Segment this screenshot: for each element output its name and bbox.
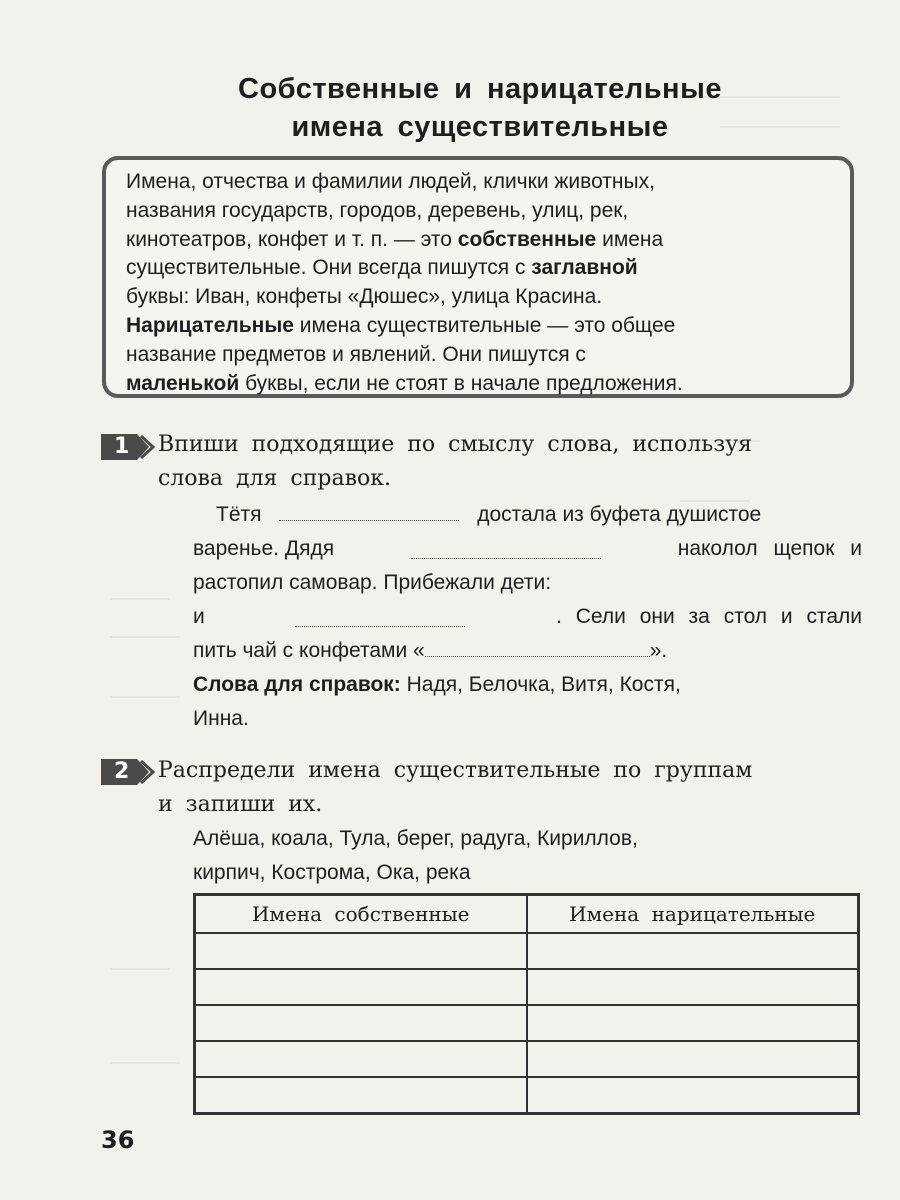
table-cell[interactable] [195,969,527,1005]
table-row [195,933,859,969]
page-title [120,70,840,146]
rule-text [126,168,838,398]
table-cell[interactable] [195,1005,527,1041]
page-number: 36 [101,1126,135,1154]
column-proper-nouns: Имена собственные [195,895,527,934]
rule-line [126,254,838,283]
text-part: достала из буфета душистое [477,503,762,526]
rule-line: Имена, отчества и фамилии людей, клички животных, [126,170,655,193]
task-2-words [193,822,862,890]
rule-line: название предметов и явлений. Они пишутся с [126,342,586,366]
rule-line [126,370,838,399]
reference-words: Надя, Белочка, Витя, Костя, [400,673,681,696]
table-cell[interactable] [195,1077,527,1114]
column-common-nouns: Имена нарицательные [527,895,859,934]
instruction-line: слова для справок. [158,466,391,491]
instruction-line: Распредели имена существительные по группам [158,758,753,783]
text-part: варенье. Дядя [193,537,335,560]
task-2-badge [101,757,147,787]
blank-field[interactable] [295,608,465,627]
text-part: пить чай с конфетами « [193,639,425,662]
instruction-line: Впиши подходящие по смыслу слова, используя [158,432,753,457]
task-1-line-2 [193,532,862,566]
text-part: и [193,605,205,628]
text-part: наколол щепок и [677,537,862,560]
task-1-line-1 [216,498,862,532]
task-1-line-3 [193,566,862,600]
rule-text-part: кинотеатров, конфет и т. п. — это [126,227,458,251]
term-proper: собственные [457,227,597,251]
blank-field[interactable] [411,540,601,559]
rule-line [126,226,838,255]
word-list-line: Алёша, коала, Тула, берег, радуга, Кириллов, [193,827,638,850]
table-cell[interactable] [527,933,859,969]
groups-table [193,893,860,1115]
blank-field[interactable] [425,638,650,657]
word-list-line: кирпич, Кострома, Ока, река [193,861,471,884]
task-number: 1 [114,434,130,459]
reference-label: Слова для справок: [193,673,401,696]
term-lowercase: маленькой [126,371,240,395]
title-line-1: Собственные и нарицательные [238,73,722,105]
task-1-instruction [158,428,860,496]
table-cell[interactable] [195,1041,527,1077]
rule-text-part: имена [596,227,664,251]
rule-line [126,312,838,341]
task-1-line-4 [193,600,862,634]
task-1-reference [193,668,862,736]
text-part: Тётя [216,503,262,526]
table-cell[interactable] [527,1077,859,1114]
rule-text-part: имена существительные — это общее [293,313,676,337]
task-2-instruction [158,754,860,822]
table-row [195,1077,859,1114]
rule-text-part: буквы, если не стоят в начале предложения. [239,371,683,395]
table-header-row [195,895,859,934]
rule-line: буквы: Иван, конфеты «Дюшес», улица Красина. [126,285,603,309]
rule-text-part: существительные. Они всегда пишутся с [126,256,532,280]
table-row [195,1041,859,1077]
text-part: растопил самовар. Прибежали дети: [193,571,552,594]
table-cell[interactable] [195,933,527,969]
table-row [195,1005,859,1041]
task-1-line-5 [193,634,862,668]
term-capital: заглавной [531,256,638,280]
table-cell[interactable] [527,1041,859,1077]
instruction-line: и запиши их. [158,792,323,817]
blank-field[interactable] [279,502,459,521]
title-line-2: имена существительные [291,111,669,143]
table-cell[interactable] [527,969,859,1005]
text-part: ». [649,639,668,662]
rule-line: названия государств, городов, деревень, улиц, рек, [126,198,629,222]
text-part: . Сели они за стол и стали [556,605,862,628]
table-row [195,969,859,1005]
reference-words: Инна. [193,707,249,730]
term-common: Нарицательные [126,313,294,337]
table-cell[interactable] [527,1005,859,1041]
task-number: 2 [114,759,130,784]
task-1-badge [101,432,147,462]
